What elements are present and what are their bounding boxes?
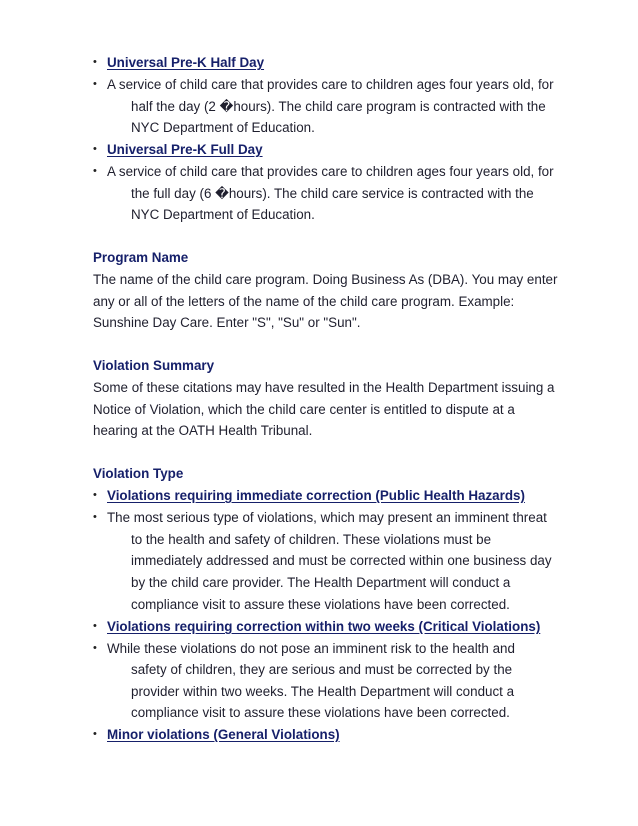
bullet: • <box>93 56 97 68</box>
violation-summary-heading: Violation Summary <box>93 358 215 373</box>
upk-full-day-link[interactable]: Universal Pre-K Full Day <box>107 142 263 157</box>
bullet: • <box>93 165 97 177</box>
immediate-desc-line: immediately addressed and must be corrected within one business day <box>131 553 552 568</box>
bullet: • <box>93 620 97 632</box>
immediate-desc-line: The most serious type of violations, which may present an imminent threat <box>107 510 547 525</box>
violation-type-heading: Violation Type <box>93 466 184 481</box>
bullet: • <box>93 511 97 523</box>
critical-desc-line: compliance visit to assure these violations have been corrected. <box>131 705 510 720</box>
upk-half-day-desc-line: half the day (2 �hours). The child care program is contracted with the <box>131 99 546 114</box>
upk-full-day-desc-line: A service of child care that provides care to children ages four years old, for <box>107 164 554 179</box>
critical-desc-line: provider within two weeks. The Health Department will conduct a <box>131 684 515 699</box>
program-name-heading: Program Name <box>93 250 189 265</box>
bullet: • <box>93 78 97 90</box>
upk-half-day-link[interactable]: Universal Pre-K Half Day <box>107 55 265 70</box>
upk-full-day-desc-line: the full day (6 �hours). The child care service is contracted with the <box>131 186 534 201</box>
immediate-desc-line: compliance visit to assure these violations have been corrected. <box>131 597 510 612</box>
critical-desc-line: safety of children, they are serious and must be corrected by the <box>131 662 513 677</box>
violation-summary-line: Some of these citations may have resulted in the Health Department issuing a <box>93 380 555 395</box>
critical-desc-line: While these violations do not pose an imminent risk to the health and <box>107 641 515 656</box>
immediate-desc-line: by the child care provider. The Health Department will conduct a <box>131 575 511 590</box>
bullet: • <box>93 489 97 501</box>
minor-violations-link[interactable]: Minor violations (General Violations) <box>107 727 340 742</box>
violation-summary-line: Notice of Violation, which the child care center is entitled to dispute at a <box>93 402 515 417</box>
program-name-line: The name of the child care program. Doing Business As (DBA). You may enter <box>93 272 558 287</box>
critical-violations-link[interactable]: Violations requiring correction within two weeks (Critical Violations) <box>107 619 541 634</box>
upk-full-day-desc-line: NYC Department of Education. <box>131 207 315 222</box>
immediate-correction-link[interactable]: Violations requiring immediate correction (Public Health Hazards) <box>107 488 525 503</box>
bullet: • <box>93 143 97 155</box>
violation-summary-line: hearing at the OATH Health Tribunal. <box>93 423 313 438</box>
program-name-line: any or all of the letters of the name of the child care program. Example: <box>93 294 515 309</box>
bullet: • <box>93 728 97 740</box>
upk-half-day-desc-line: NYC Department of Education. <box>131 120 315 135</box>
upk-half-day-desc-line: A service of child care that provides care to children ages four years old, for <box>107 77 554 92</box>
bullet: • <box>93 642 97 654</box>
program-name-line: Sunshine Day Care. Enter "S", "Su" or "Sun". <box>93 315 361 330</box>
immediate-desc-line: to the health and safety of children. These violations must be <box>131 532 492 547</box>
